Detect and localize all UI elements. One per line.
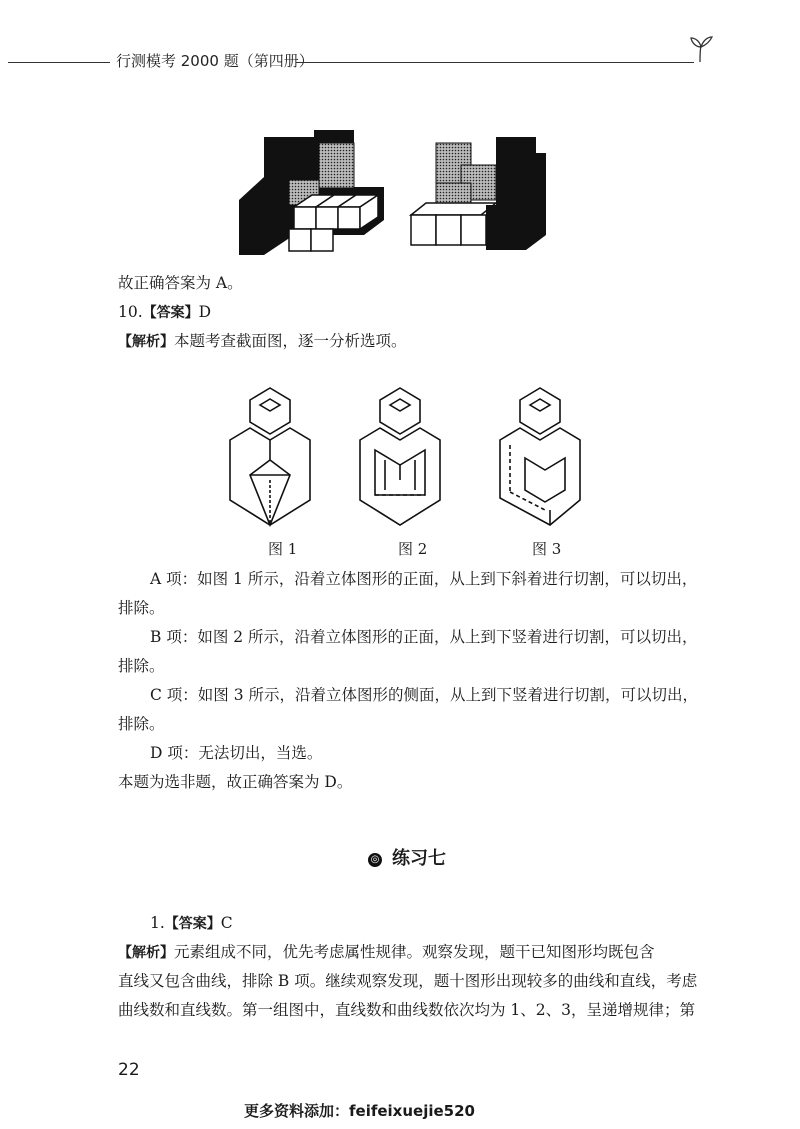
cube-stack-figure xyxy=(234,125,554,260)
answer-10-conclusion: 本题为选非题，故正确答案为 D。 xyxy=(118,773,353,791)
answer-10-analysis xyxy=(118,330,407,353)
analysis-text: 本题考查截面图，逐一分析选项。 xyxy=(174,332,407,350)
practice-q1-analysis-line1 xyxy=(118,941,655,964)
answer-10-tag: 【答案】 xyxy=(142,305,199,321)
section-heading xyxy=(368,844,446,870)
practice-q1-analysis-tag: 【解析】 xyxy=(118,945,174,961)
answer-10-value: D xyxy=(198,303,212,321)
answer-9-conclusion: 故正确答案为 A。 xyxy=(118,274,243,292)
sprout-icon xyxy=(686,34,716,64)
left-cube-stack xyxy=(239,130,384,255)
practice-q1-answer-value: C xyxy=(220,914,233,932)
option-b-line2: 排除。 xyxy=(118,657,165,675)
answer-10-number: 10. xyxy=(118,303,143,321)
practice-q1-answer-line xyxy=(150,912,233,935)
page-number: 22 xyxy=(118,1060,140,1080)
figure-2-label: 图 2 xyxy=(398,540,428,558)
option-c-line1: C 项：如图 3 所示，沿着立体图形的侧面，从上到下竖着进行切割，可以切出， xyxy=(150,686,699,704)
right-cube-stack xyxy=(411,137,546,250)
answer-10-line xyxy=(118,301,211,324)
figure-3-shape xyxy=(500,388,580,525)
option-d-line: D 项：无法切出，当选。 xyxy=(150,744,323,762)
option-b-line1: B 项：如图 2 所示，沿着立体图形的正面，从上到下竖着进行切割，可以切出， xyxy=(150,628,698,646)
practice-q1-answer-tag: 【答案】 xyxy=(164,916,221,932)
figure-2-shape xyxy=(360,388,440,525)
figure-3-label: 图 3 xyxy=(532,540,562,558)
option-c-line2: 排除。 xyxy=(118,715,165,733)
header-rule-right xyxy=(296,62,694,63)
cross-section-figures xyxy=(220,380,620,530)
practice-q1-number: 1. xyxy=(150,914,165,932)
section-bullet-icon: ◎ xyxy=(368,853,382,867)
running-header-title: 行测模考 2000 题（第四册） xyxy=(116,52,314,70)
practice-q1-analysis-line2: 直线又包含曲线，排除 B 项。继续观察发现，题十图形出现较多的曲线和直线，考虑 xyxy=(118,972,698,990)
option-a-line2: 排除。 xyxy=(118,599,165,617)
option-a-line1: A 项：如图 1 所示，沿着立体图形的正面，从上到下斜着进行切割，可以切出， xyxy=(150,570,698,588)
section-title-text: 练习七 xyxy=(392,848,446,869)
analysis-tag: 【解析】 xyxy=(118,334,174,350)
header-rule-left xyxy=(8,62,110,63)
figure-1-shape xyxy=(230,388,310,525)
practice-q1-analysis-text1: 元素组成不同，优先考虑属性规律。观察发现，题干已知图形均既包含 xyxy=(174,943,655,961)
practice-q1-analysis-line3: 曲线数和直线数。第一组图中，直线数和曲线数依次均为 1、2、3，呈递增规律；第 xyxy=(118,1001,696,1019)
footer-note: 更多资料添加：feifeixuejie520 xyxy=(244,1102,475,1120)
figure-1-label: 图 1 xyxy=(268,540,298,558)
